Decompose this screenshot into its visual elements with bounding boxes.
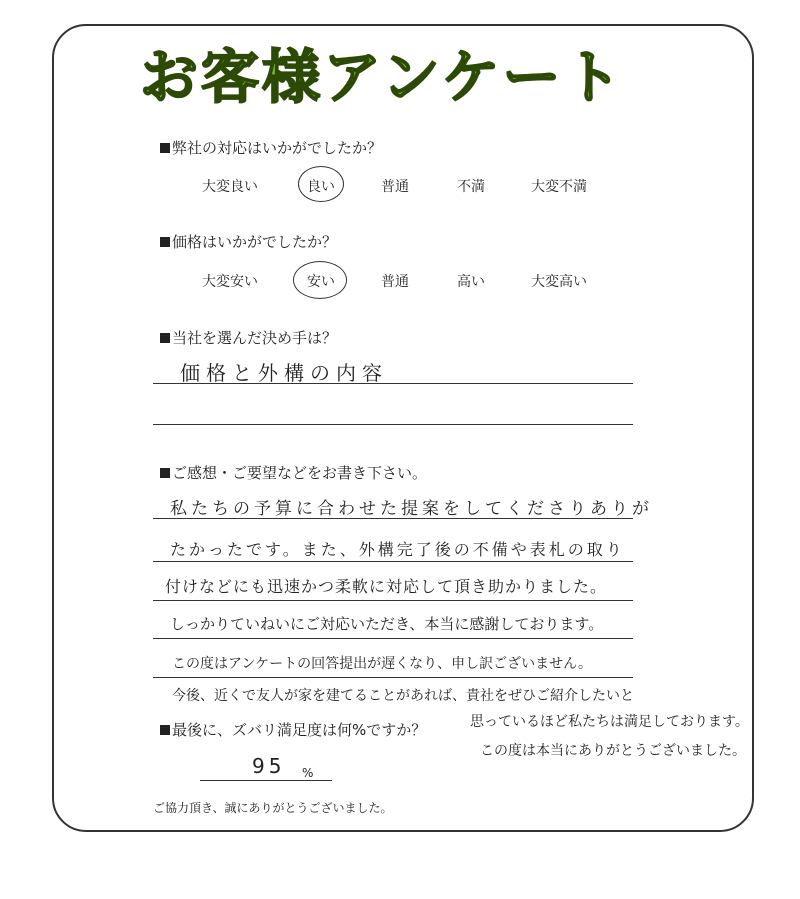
q2-option-1[interactable]: 大変安い — [202, 274, 258, 290]
bullet-square-icon — [160, 333, 170, 343]
q2-option-4[interactable]: 高い — [457, 274, 485, 290]
footer-thanks: ご協力頂き、誠にありがとうございました。 — [153, 801, 393, 815]
q5-line — [200, 780, 332, 781]
comment-rule-3 — [153, 600, 633, 601]
bullet-square-icon — [160, 468, 170, 478]
comment-line-2: たかったです。また、外構完了後の不備や表札の取り — [170, 540, 625, 559]
question-4 — [160, 462, 427, 483]
comment-rule-4 — [153, 638, 633, 639]
question-1-label: 弊社の対応はいかがでしたか？ — [172, 139, 383, 157]
question-5 — [160, 719, 426, 740]
question-1 — [160, 137, 382, 158]
bullet-square-icon — [160, 237, 170, 247]
q3-line-1 — [153, 383, 633, 384]
comment-line-8: この度は本当にありがとうございました。 — [480, 743, 746, 759]
q5-unit: % — [302, 766, 314, 780]
q1-option-5[interactable]: 大変不満 — [531, 179, 587, 195]
q2-option-5[interactable]: 大変高い — [531, 274, 587, 290]
question-2 — [160, 231, 337, 252]
q1-option-1[interactable]: 大変良い — [202, 179, 258, 195]
comment-rule-2 — [153, 561, 633, 562]
q1-option-4[interactable]: 不満 — [457, 179, 485, 195]
comment-line-1: 私たちの予算に合わせた提案をしてくださりありが — [170, 499, 653, 519]
bullet-square-icon — [160, 143, 170, 153]
comment-rule-5 — [153, 677, 633, 678]
q2-selected-circle — [293, 261, 347, 299]
comment-line-6: 今後、近くで友人が家を建てることがあれば、貴社をぜひご紹介したいと — [172, 688, 634, 704]
q1-option-3[interactable]: 普通 — [381, 179, 409, 195]
comment-line-5: この度はアンケートの回答提出が遅くなり、申し訳ございません。 — [172, 656, 592, 672]
comment-line-7: 思っているほど私たちは満足しております。 — [470, 714, 749, 730]
q1-option-2[interactable]: 良い — [307, 179, 335, 195]
question-2-label: 価格はいかがでしたか？ — [172, 233, 338, 251]
question-3 — [160, 327, 337, 348]
q3-line-2 — [153, 424, 633, 425]
q1-selected-circle — [298, 166, 344, 202]
q5-answer: 95 — [252, 754, 286, 778]
q3-answer: 価格と外構の内容 — [180, 361, 388, 385]
comment-line-4: しっかりていねいにご対応いただき、本当に感謝しております。 — [170, 615, 604, 633]
comment-line-3: 付けなどにも迅速かつ柔軟に対応して頂き助かりました。 — [165, 577, 608, 596]
question-5-label: 最後に、ズバリ満足度は何%ですか？ — [172, 721, 427, 739]
survey-title: お客様アンケート — [140, 43, 625, 111]
question-3-label: 当社を選んだ決め手は？ — [172, 329, 338, 347]
question-4-label: ご感想・ご要望などをお書き下さい。 — [172, 464, 428, 482]
q2-option-3[interactable]: 普通 — [381, 274, 409, 290]
comment-rule-1 — [153, 518, 633, 519]
bullet-square-icon — [160, 725, 170, 735]
q2-option-2[interactable]: 安い — [307, 274, 335, 290]
